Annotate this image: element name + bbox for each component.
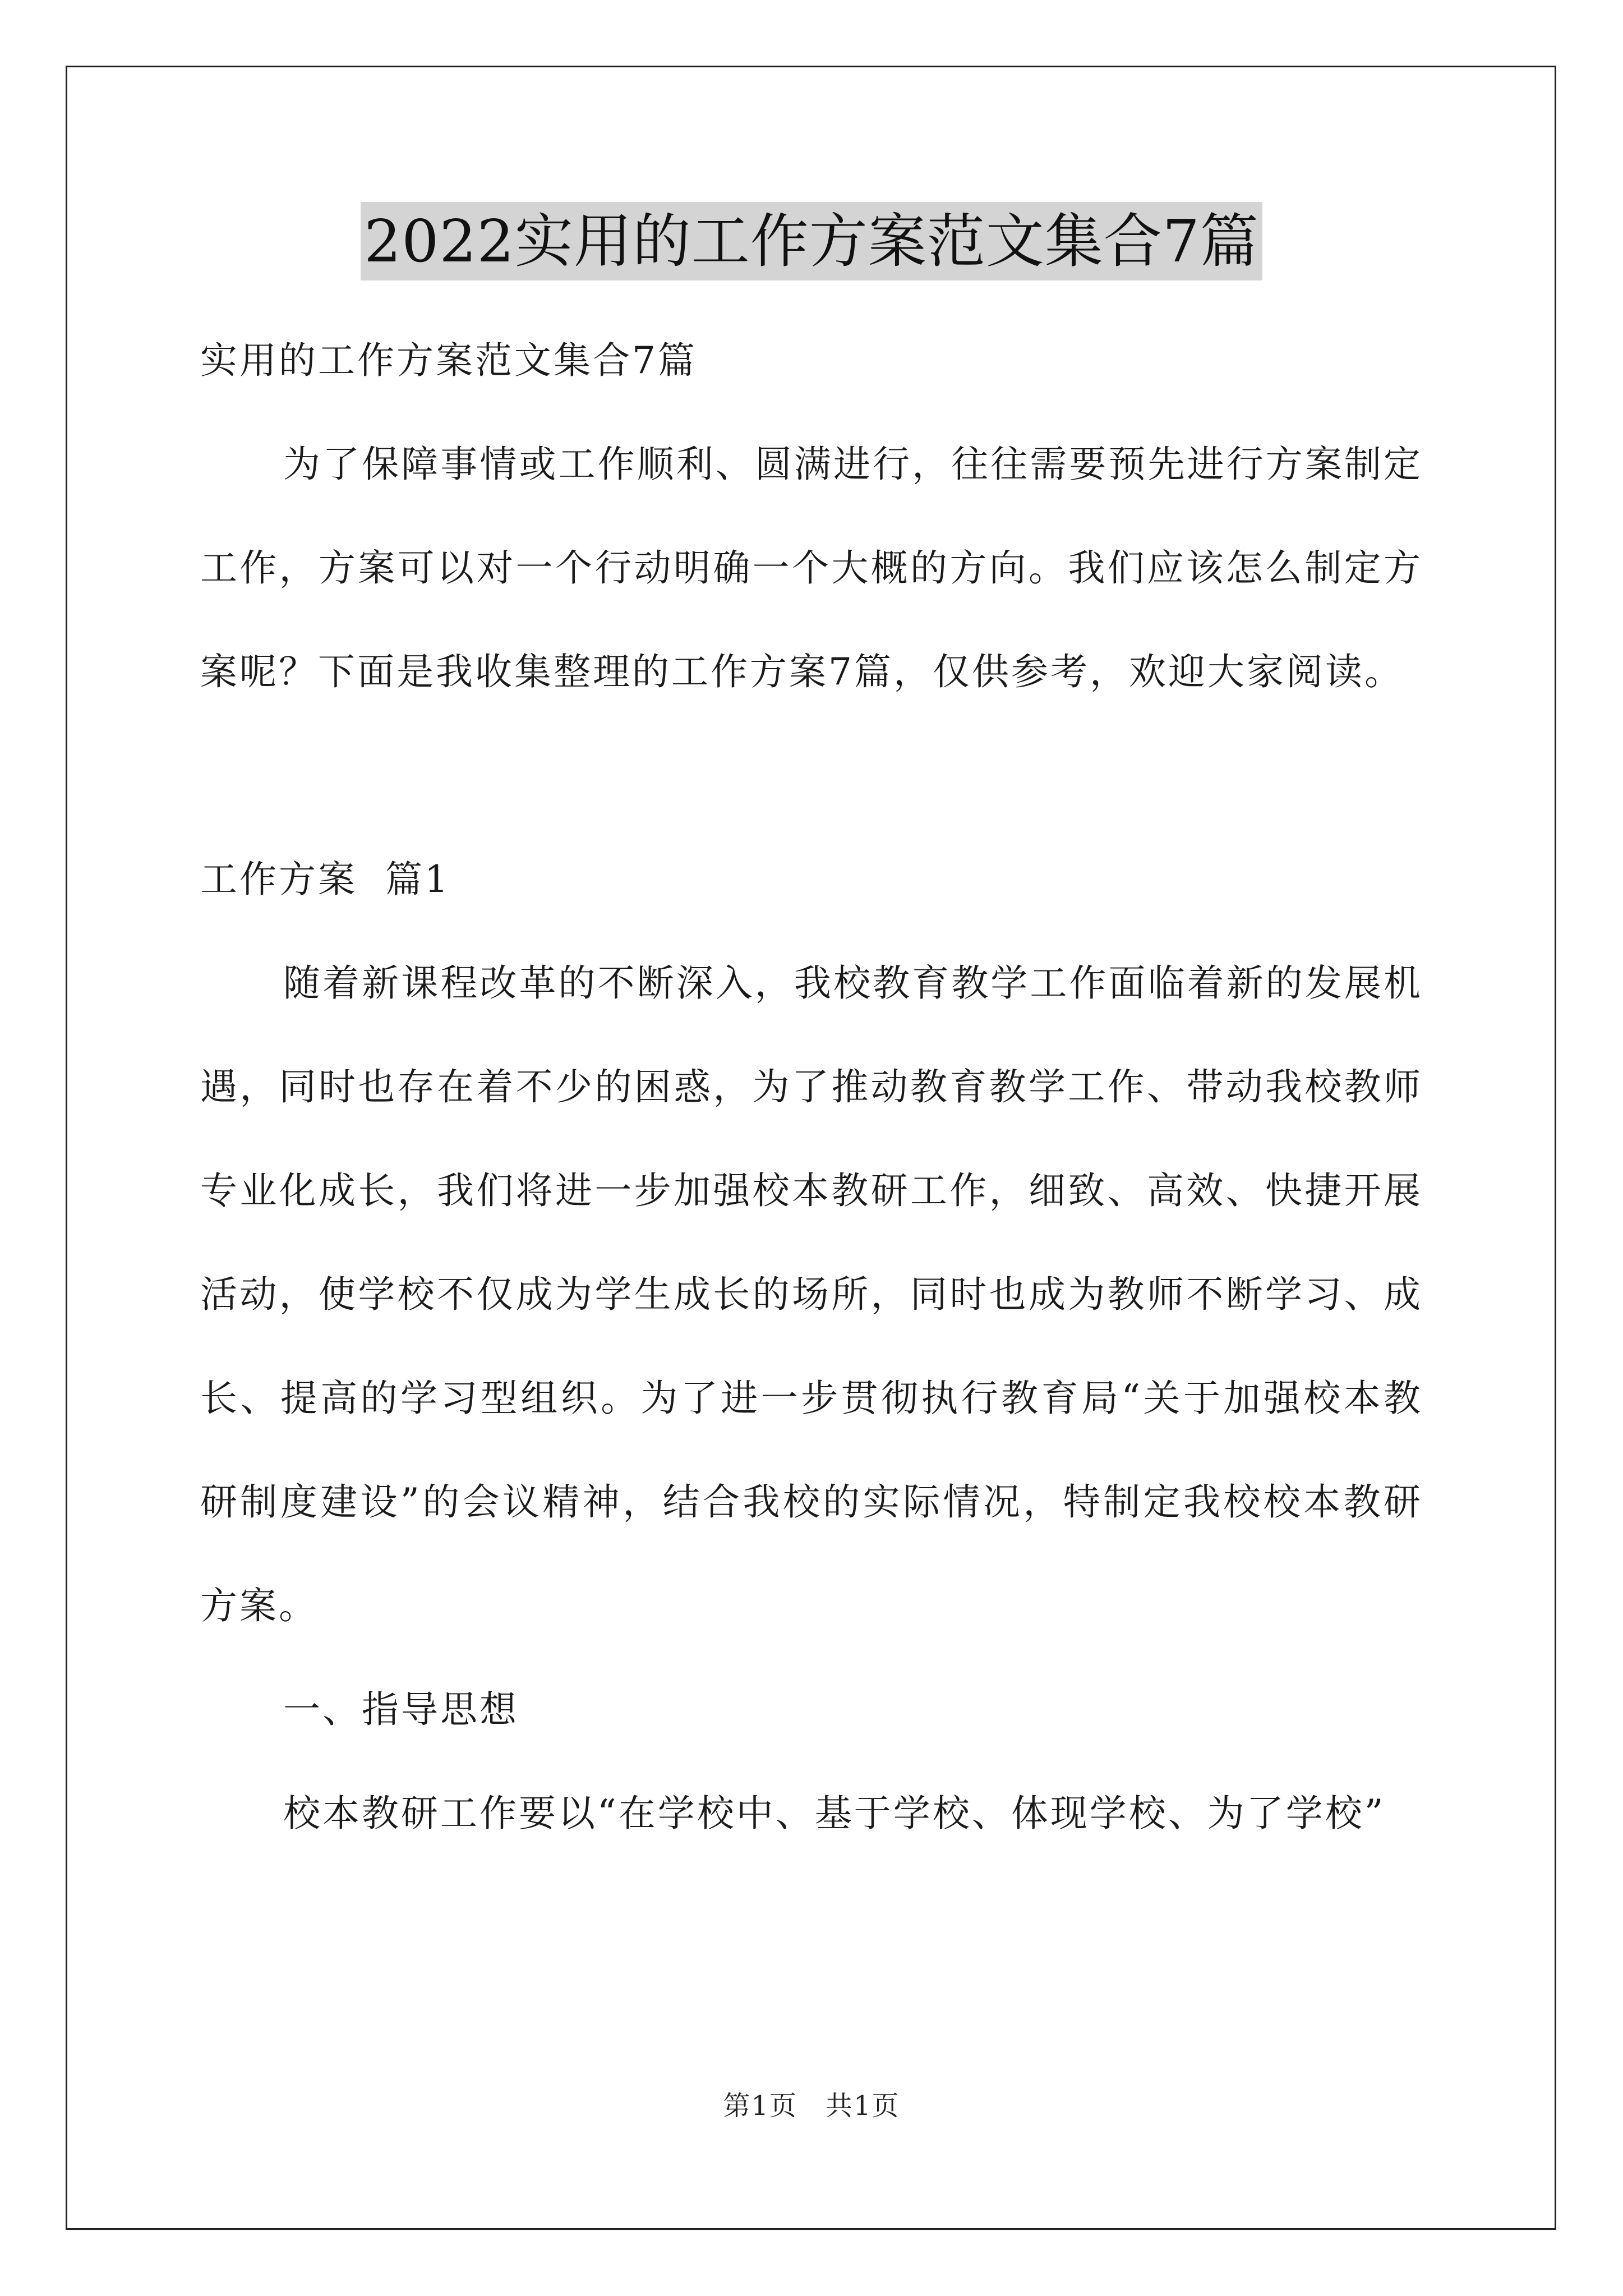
- section-heading: 工作方案 篇1: [200, 858, 450, 901]
- subtitle: 实用的工作方案范文集合7篇: [200, 339, 697, 382]
- page-number: 第1页: [723, 2090, 797, 2122]
- sub-heading: 一、指导思想: [283, 1688, 519, 1731]
- section-body-paragraph: 随着新课程改革的不断深入，我校教育教学工作面临着新的发展机遇，同时也存在着不少的困惑，为了推动教育教学工作、带动我校教师专业化成长，我们将进一步加强校本教研工作，细致、高效、快捷开展活动，使学校不仅成为学生成长的场所，同时也成为教师不断学习、成长、提高的学习型组织。为了进一步贯彻执行教育局“关于加强校本教研制度建设”的会议精神，结合我校的实际情况，特制定我校校本教研方案。: [200, 961, 1423, 1627]
- page-total: 共1页: [826, 2090, 900, 2122]
- page-footer: [0, 2084, 1623, 2123]
- section-spacer: [200, 724, 1423, 827]
- title-container: [0, 202, 1623, 280]
- document-title: 2022实用的工作方案范文集合7篇: [361, 202, 1262, 280]
- document-body: [200, 309, 1423, 1865]
- intro-paragraph: 为了保障事情或工作顺利、圆满进行，往往需要预先进行方案制定工作，方案可以对一个行动明确一个大概的方向。我们应该怎么制定方案呢？下面是我收集整理的工作方案7篇，仅供参考，欢迎大家阅读。: [200, 443, 1423, 693]
- sub-body-paragraph: 校本教研工作要以“在学校中、基于学校、体现学校、为了学校”: [283, 1792, 1386, 1835]
